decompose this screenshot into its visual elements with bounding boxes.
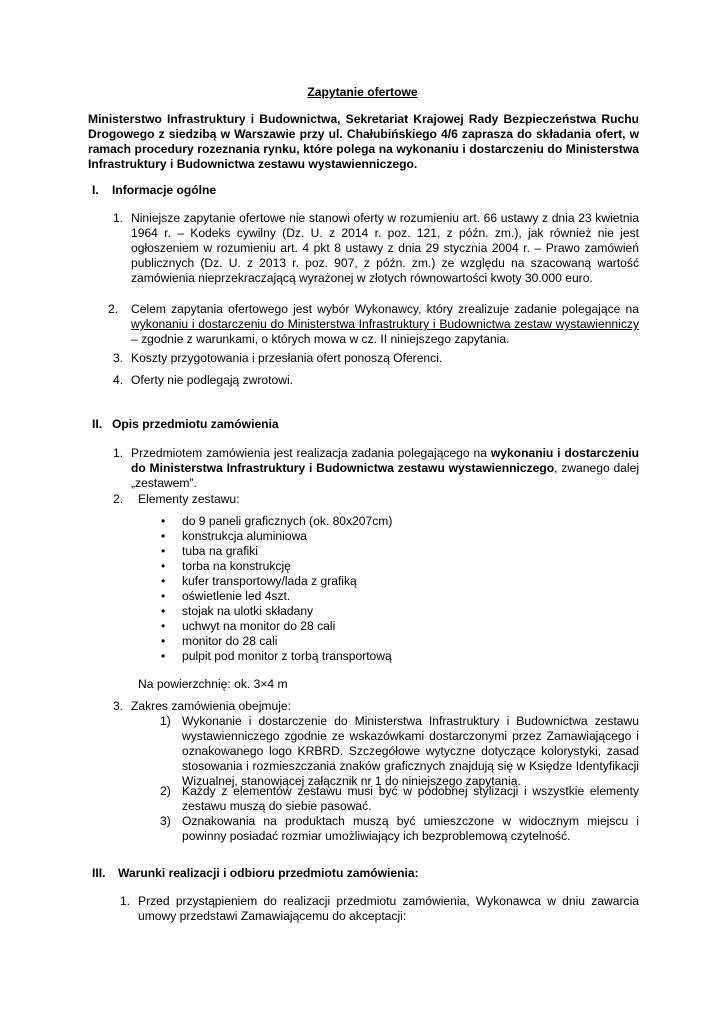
- list-item: • kufer transportowy/lada z grafiką: [156, 574, 392, 589]
- section-3-heading: [92, 866, 419, 881]
- section-1-heading: [92, 183, 216, 198]
- intro-paragraph: Ministerstwo Infrastruktury i Budownictwa, Sekretariat Krajowej Rady Bezpieczeństwa Ruchu Drogowego z siedzibą w Warszawie przy ul. Chałubińskiego 4/6 zaprasza do składania ofert, w ramach procedury rozeznania rynku, które polega na wykonaniu i dostarczeniu do Ministerstwa Infrastruktury i Budownictwa zestawu wystawienniczego.: [88, 112, 639, 171]
- sub-item-1-number: 1): [160, 714, 171, 728]
- sub-item-3-number: 3): [160, 814, 171, 828]
- s2-item-2-text: Elementy zestawu:: [138, 492, 240, 506]
- s2-item-1-text: [131, 446, 639, 491]
- section-1-title: Informacje ogólne: [112, 183, 217, 197]
- s1-item-2-text-a: Celem zapytania ofertowego jest wybór Wykonawcy, który zrealizuje zadanie polegające na: [131, 302, 639, 316]
- s2-item-1-text-bold: wykonaniu i dostarczeniu do Ministerstwa Infrastruktury i Budownictwa zestawu wystawienniczego: [131, 446, 640, 475]
- s1-item-4-number: 4.: [113, 373, 124, 387]
- s2-item-2-number: 2.: [113, 492, 124, 506]
- list-item: • konstrukcja aluminiowa: [156, 529, 392, 544]
- s1-item-2-number: 2.: [108, 302, 119, 316]
- section-2-heading: [92, 417, 279, 432]
- s2-item-1-text-c: , zwanego dalej „zestawem”.: [131, 461, 640, 490]
- list-item: • do 9 paneli graficznych (ok. 80x207cm): [156, 514, 392, 529]
- list-item: • torba na konstrukcję: [156, 559, 392, 574]
- section-2-number: II.: [92, 417, 103, 431]
- list-item: • pulpit pod monitor z torbą transportową: [156, 649, 392, 664]
- list-item: • tuba na grafiki: [156, 544, 392, 559]
- s1-item-2-text-underlined: wykonaniu i dostarczeniu do Ministerstwa Infrastruktury i Budownictwa zestaw wystawienniczy: [131, 317, 639, 331]
- s3-item-1-text: Przed przystąpieniem do realizacji przedmiotu zamówienia, Wykonawca w dniu zawarcia umowy przedstawi Zamawiającemu do akceptacji:: [138, 894, 639, 923]
- list-item: • oświetlenie led 4szt.: [156, 589, 392, 604]
- elements-bullet-list: [156, 514, 392, 664]
- document-title: Zapytanie ofertowe: [307, 85, 418, 99]
- sub-item-2-number: 2): [160, 784, 171, 798]
- sub-item-3-text: Oznakowania na produktach muszą być umieszczone w widocznym miejscu i powinny posiadać rozmiar umożliwiający ich bezproblemową czytelność.: [182, 814, 639, 843]
- s1-item-2-text-b: – zgodnie z warunkami, o których mowa w cz. II niniejszego zapytania.: [131, 332, 510, 346]
- section-1-number: I.: [92, 183, 99, 197]
- s1-item-3-text: Koszty przygotowania i przesłania ofert ponoszą Oferenci.: [131, 351, 443, 365]
- s2-item-1-text-a: Przedmiotem zamówienia jest realizacja zadania polegającego na: [131, 446, 491, 460]
- s1-item-3-number: 3.: [113, 351, 124, 365]
- s2-item-1-number: 1.: [113, 446, 124, 460]
- s1-item-1-text: Niniejsze zapytanie ofertowe nie stanowi oferty w rozumieniu art. 66 ustawy z dnia 23 kwietnia 1964 r. – Kodeks cywilny (Dz. U. z 2014 r. poz. 121, z późn. zm.), jak również nie jest ogłoszeniem w rozumieniu art. 4 pkt 8 ustawy z dnia 29 stycznia 2004 r. – Prawo zamówień publicznych (Dz. U. z 2013 r. poz. 907, z późn. zm.) ze względu na szacowaną wartość zamówienia nieprzekraczającą wyrażonej w złotych równowartości kwoty 30.000 euro.: [131, 211, 639, 285]
- list-item: • uchwyt na monitor do 28 cali: [156, 619, 392, 634]
- s1-item-4-text: Oferty nie podlegają zwrotowi.: [131, 373, 294, 387]
- list-item: • monitor do 28 cali: [156, 634, 392, 649]
- sub-item-1-text: Wykonanie i dostarczenie do Ministerstwa Infrastruktury i Budownictwa zestawu wystawienniczego zgodnie ze wskazówkami dostarczonymi przez Zamawiającego i oznakowanego logo KRBRD. Szczegółowe wytyczne dotyczące kolorystyki, zasad stosowania i rozmieszczania znaków graficznych znajdują się w Księdze Identyfikacji Wizualnej, stanowiącej załącznik nr 1 do niniejszego zapytania.: [182, 714, 639, 788]
- sub-item-2-text: Każdy z elementów zestawu musi być w podobnej stylizacji i wszystkie elementy zestawu muszą do siebie pasować.: [182, 784, 639, 813]
- s1-item-1-number: 1.: [113, 211, 124, 225]
- section-2-title: Opis przedmiotu zamówienia: [112, 417, 279, 431]
- section-3-title: Warunki realizacji i odbioru przedmiotu zamówienia:: [118, 866, 419, 880]
- area-note: Na powierzchnię: ok. 3×4 m: [138, 677, 288, 691]
- s2-item-3-number: 3.: [113, 699, 124, 713]
- s2-item-3-text: Zakres zamówienia obejmuje:: [131, 699, 291, 713]
- s3-item-1-number: 1.: [120, 894, 131, 908]
- s1-item-2-text: [131, 302, 639, 347]
- section-3-number: III.: [92, 866, 106, 880]
- list-item: • stojak na ulotki składany: [156, 604, 392, 619]
